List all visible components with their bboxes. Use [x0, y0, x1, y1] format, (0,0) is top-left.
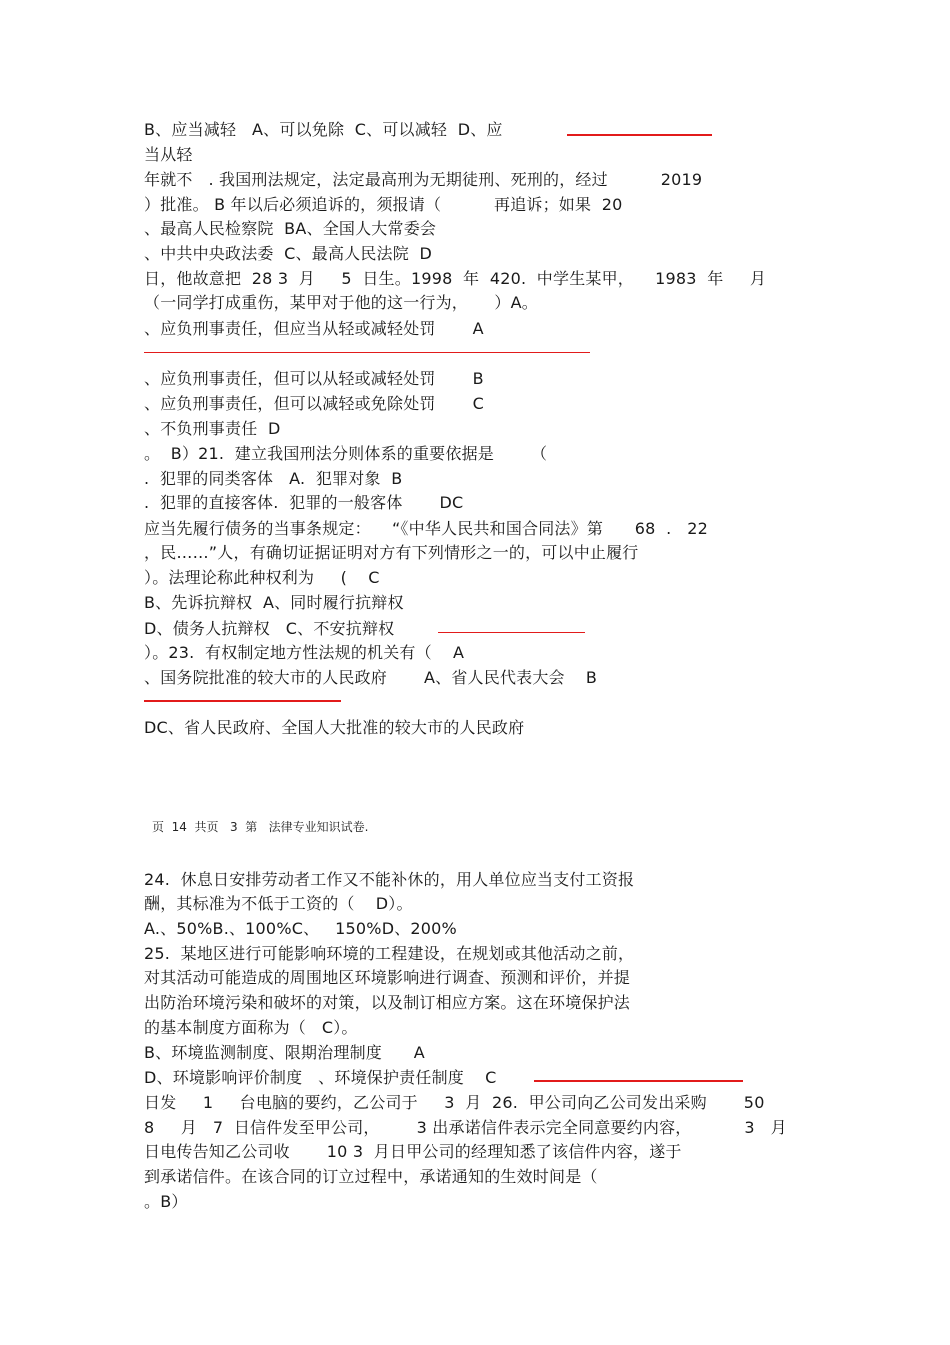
text-line: 出防治环境污染和破坏的对策，以及制订相应方案。这在环境保护法: [144, 993, 631, 1012]
text-line: 8 月 7 日信件发至甲公司， 3 出承诺信件表示完全同意要约内容， 3 月: [144, 1118, 787, 1137]
text-line: 应当先履行债务的当事条规定： “《中华人民共和国合同法》第 68 . 22: [144, 519, 708, 538]
text-line: B、先诉抗辩权 A、同时履行抗辩权: [144, 593, 404, 612]
red-underline-rule: [567, 134, 712, 136]
red-underline-rule: [144, 352, 590, 353]
text-line: 的基本制度方面称为（ C）。: [144, 1018, 358, 1037]
text-line: 酬，其标准为不低于工资的（ D）。: [144, 894, 413, 913]
text-line: 当从轻: [144, 145, 193, 164]
text-line: B、环境监测制度、限期治理制度 A: [144, 1043, 425, 1062]
text-line: DC、省人民政府、全国人大批准的较大市的人民政府: [144, 718, 525, 737]
text-line: ）批准。 B 年以后必须追诉的，须报请（ 再追诉；如果 20: [144, 195, 623, 214]
text-line: 、不负刑事责任 D: [144, 419, 281, 438]
text-line: . 犯罪的直接客体. 犯罪的一般客体 DC: [144, 493, 464, 512]
text-line: 24. 休息日安排劳动者工作又不能补休的，用人单位应当支付工资报: [144, 870, 635, 889]
text-line: 、应负刑事责任，但可以减轻或免除处罚 C: [144, 394, 484, 413]
text-line: 25. 某地区进行可能影响环境的工程建设，在规划或其他活动之前，: [144, 944, 635, 963]
text-line: A.、50%B.、100%C、 150%D、200%: [144, 919, 457, 938]
text-line: 日电传告知乙公司收 10 3 月日甲公司的经理知悉了该信件内容，遂于: [144, 1142, 682, 1161]
text-line: ）。23. 有权制定地方性法规的机关有（ A: [144, 643, 465, 662]
text-line: （一同学打成重伤，某甲对于他的这一行为， ）A。: [144, 293, 538, 312]
page-footer: 页 14 共页 3 第 法律专业知识试卷.: [152, 820, 369, 834]
text-line: D、债务人抗辩权 C、不安抗辩权: [144, 619, 395, 638]
text-line: 到承诺信件。在该合同的订立过程中，承诺通知的生效时间是（: [144, 1167, 598, 1186]
text-line: 日，他故意把 28 3 月 5 日生。1998 年 420. 中学生某甲， 1983 年 月: [144, 269, 767, 288]
text-line: 。 B）21. 建立我国刑法分则体系的重要依据是 （: [144, 444, 548, 463]
text-line: 、最高人民检察院 BA、全国人大常委会: [144, 219, 437, 238]
text-line: D、环境影响评价制度 、环境保护责任制度 C: [144, 1068, 497, 1087]
text-line: 、国务院批准的较大市的人民政府 A、省人民代表大会 B: [144, 668, 598, 687]
red-underline-rule: [534, 1080, 743, 1082]
text-line: 、应负刑事责任，但可以从轻或减轻处罚 B: [144, 369, 484, 388]
text-line: 、应负刑事责任，但应当从轻或减轻处罚 A: [144, 319, 484, 338]
text-line: 对其活动可能造成的周围地区环境影响进行调查、预测和评价，并提: [144, 968, 631, 987]
text-line: 日发 1 台电脑的要约，乙公司于 3 月 26. 甲公司向乙公司发出采购 50: [144, 1093, 765, 1112]
text-line: 。B）: [144, 1192, 188, 1211]
text-line: 年就不 . 我国刑法规定，法定最高刑为无期徒刑、死刑的，经过 2019: [144, 170, 703, 189]
red-underline-rule: [438, 632, 585, 633]
red-underline-rule: [144, 700, 341, 702]
text-line: 、中共中央政法委 C、最高人民法院 D: [144, 244, 433, 263]
text-line: . 犯罪的同类客体 A. 犯罪对象 B: [144, 469, 403, 488]
text-line: B、应当减轻 A、可以免除 C、可以减轻 D、应: [144, 120, 503, 139]
text-line: ，民……”人，有确切证据证明对方有下列情形之一的，可以中止履行: [144, 543, 639, 562]
text-line: ）。法理论称此种权利为 ( C: [144, 568, 380, 587]
